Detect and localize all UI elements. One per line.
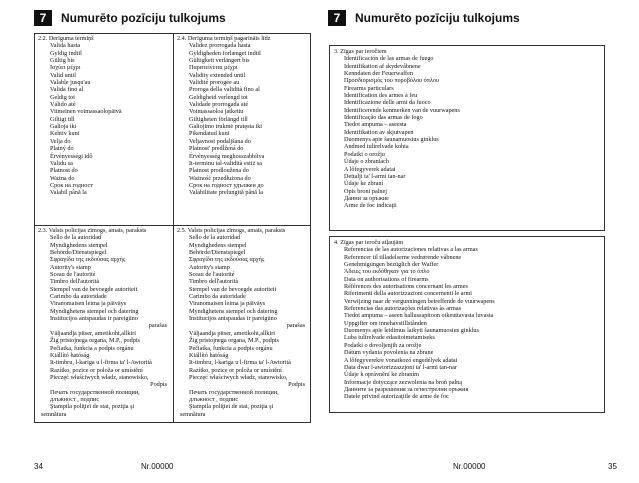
text-line: Timbro dell'autorità — [189, 278, 239, 286]
text-line: Údaje k oprávnění ke zbraním — [344, 371, 419, 379]
text-line: Validez prorrogada hasta — [189, 42, 251, 50]
text-line: Veljavnost podaljšana do — [189, 137, 251, 145]
right-header — [328, 9, 520, 27]
text-line: Sello de la autoridad — [189, 234, 241, 242]
text-line: Σφραγίδα της εκδούσας αρχής — [50, 256, 126, 264]
text-line: Carimbo da autoridade — [50, 293, 107, 301]
text-line: Velja do — [50, 137, 71, 145]
left-page-number: 34 — [34, 462, 43, 471]
text-line: Väljaandja pitser, ametikoht,allkiri — [50, 329, 137, 337]
text-line: Valabil până la — [50, 189, 87, 197]
text-line: Печать государственной полиции, — [189, 388, 279, 396]
text-line: Ważna do — [50, 174, 75, 182]
text-line: Genehmigungen bezüglich der Waffer — [344, 261, 439, 269]
text-line: Érvényességi idő — [50, 152, 93, 160]
text-line: Kiállító hatóság — [50, 351, 90, 359]
cell-2-3 — [35, 226, 173, 423]
text-line: Proroga della validità fino al — [189, 86, 260, 94]
text-line: Pieczęć właściwych władz, stanowisko, — [50, 373, 149, 381]
text-line: Pečiatka, funkcia a podpis orgánu — [189, 344, 273, 352]
text-line: Ważność przedłużona do — [189, 174, 251, 182]
text-line: 2.4. Derīguma termiņš pagarināts līdz — [177, 35, 271, 42]
text-line: Luba tulirelvade edasitoimetamiseks — [344, 334, 435, 342]
text-line: Sello de la autoridad — [50, 234, 102, 242]
text-line: Valida hasta — [50, 42, 81, 50]
text-line: Данни за оръжие — [344, 194, 389, 202]
text-line: Podpis — [150, 381, 167, 389]
text-line: It-timbru, l-kariga u l-firma ta' l-Awtorità — [50, 359, 152, 367]
text-line: Podatki o orožju — [344, 150, 385, 158]
text-line: Andmed tulirelvade kohta — [344, 143, 409, 151]
text-line: Validity extended until — [189, 71, 246, 79]
text-line: 2.3. Valsts policijas zīmogs, amats, paraksts — [38, 227, 147, 234]
text-line: Data dwar l-awtorizzazzjoni ta' l-armi tan-nar — [344, 363, 457, 371]
left-doc-number: Nr.00000 — [141, 462, 174, 471]
text-line: Kiállító hatóság — [189, 351, 229, 359]
text-line: Údaje ke zbraní — [344, 180, 384, 188]
text-line: Firearms particulars — [344, 84, 394, 92]
text-line: Razítko, pozice or položa or umístění — [50, 366, 143, 374]
section-title: Numurēto pozīciju tulkojums — [355, 11, 520, 25]
text-line: parašas — [286, 322, 305, 330]
text-line: Άδειες του εκδόθηκαν για το όπλο — [344, 268, 430, 276]
text-line: Identificación de las armas de fuego — [344, 55, 434, 63]
cell-2-2 — [35, 34, 173, 225]
translation-grid — [34, 33, 311, 423]
text-line: 2.5. Valsts policijas zīmogs, amats, paraksts — [177, 227, 286, 234]
text-line: semnătura — [41, 410, 67, 418]
text-line: semnătura — [180, 410, 206, 418]
text-line: Riferimenti della autorizzazioni concernenti le armi — [344, 290, 472, 298]
cell-2-4 — [174, 34, 311, 225]
text-line: It-terminu tal-validità estiż sa — [189, 159, 263, 167]
text-line: Identification des armes à feu — [344, 92, 418, 100]
text-line: Autority's stamp — [189, 263, 230, 271]
text-line: Identificerende kenmerken van de vuurwapens — [344, 106, 460, 114]
text-line: Valabilitate prelungită până la — [189, 189, 264, 197]
text-line: Duomenys apie leidimus laikyti šaunamuosius ginklus — [344, 327, 479, 335]
text-line: длъжност , подпис — [50, 395, 100, 403]
text-line: Dátum vydania povolenia na zbrane — [344, 349, 434, 357]
text-line: Galiojimo trukmė pratęsta iki — [189, 123, 263, 131]
text-line: Dettalji ta' l-armi tan-nar — [344, 172, 406, 180]
text-line: Παρατείνεται μέχρι — [189, 64, 238, 72]
section-badge: 7 — [34, 10, 52, 26]
text-line: Datele privind autorizaţiile de arme de foc — [344, 393, 449, 401]
text-line: Platný do — [50, 145, 74, 153]
cell-2-5 — [174, 226, 311, 423]
text-line: Myndighedens stempel — [50, 241, 108, 249]
text-line: Referencias das autorizações relativas às armas — [344, 305, 461, 313]
text-line: Pečiatka, funkcia a podpis orgánu — [50, 344, 134, 352]
text-line: Срок на годност удължен до — [189, 181, 264, 189]
text-line: Valida fino al — [50, 86, 84, 94]
text-line: Giltigt till — [50, 115, 75, 123]
text-line: Tiedot ampuma – aseen hallussapitoon oikeuttavasta luvasta — [344, 312, 494, 320]
text-line: Ştampila poliţiei de stat, poziţia şi — [50, 403, 135, 411]
text-line: Tiedot ampuma – aseesta — [344, 121, 407, 129]
text-line: Opis broni palnej — [344, 187, 387, 195]
text-line: Sceau de l'autorité — [50, 271, 96, 279]
text-line: Arme de foc indicaţii — [344, 202, 397, 210]
text-line: Печать государственной полиции, — [50, 388, 140, 396]
text-line: Data on authorisations of firearms — [344, 275, 429, 283]
text-line: Referencias de las autorizaciones relativas a las armas — [344, 246, 478, 254]
text-line: Stempel van de bevoegde autoriteit — [189, 285, 277, 293]
right-page — [320, 0, 639, 483]
text-line: Institucijos antspaudas ir pareigūno — [50, 315, 138, 323]
text-line: Voimassaoloa jatkettu — [189, 108, 244, 116]
text-line: Viranomaisen leima ja päiväys — [189, 300, 266, 308]
text-line: Valid until — [50, 71, 76, 79]
text-line: 3. Zīgas par ieročiem — [334, 48, 387, 55]
text-line: Validade prorrogada até — [189, 101, 249, 109]
text-line: длъжност , подпис — [189, 395, 239, 403]
text-line: Žig pristojnega organa, M.P., podpis — [50, 337, 140, 345]
text-line: Razítko, pozice or položa or umístění — [189, 366, 282, 374]
text-line: Timbro dell'autorità — [50, 278, 100, 286]
text-line: Érvényesség meghosszabbítva — [189, 152, 265, 160]
text-line: Ισχύει μέχρι — [50, 64, 81, 72]
text-line: Данните за разрешения за огнестрелни оръжия — [344, 385, 469, 393]
text-line: Platnost prodloužena do — [189, 167, 249, 175]
left-header — [34, 9, 226, 27]
text-line: Ştampila poliţiei de stat, poziţia şi — [189, 403, 274, 411]
text-line: Geldig tot — [50, 93, 75, 101]
text-line: Údaje o zbraniach — [344, 158, 390, 166]
text-line: Myndighetens stempel och datering — [50, 307, 139, 315]
text-line: Stempel van de bevoegde autoriteit — [50, 285, 138, 293]
text-line: Carimbo da autoridade — [189, 293, 246, 301]
text-line: parašas — [148, 322, 167, 330]
text-line: Uppgifter om innehavstillstånden — [344, 319, 427, 327]
text-line: Identifikation af skydevåbnene — [344, 62, 421, 70]
text-line: Galioja iki — [50, 123, 77, 131]
text-line: Gyldigheden forlænget indtil — [189, 49, 261, 57]
text-line: Myndighetens stempel och datering — [189, 307, 278, 315]
text-line: Σφραγίδα της εκδούσας αρχής — [189, 256, 265, 264]
text-line: Références des autorisations concernant les armes — [344, 283, 468, 291]
text-line: Väljaandja pitser, ametikoht,allkiri — [189, 329, 276, 337]
text-line: Podatki o dovoljenjih za orožje — [344, 341, 422, 349]
text-line: Kenndaten der Feuerwaffen — [344, 70, 413, 78]
text-line: Geldigheid verlengd tot — [189, 93, 248, 101]
text-line: Referencer til tilladelserne vedrørende våbnene — [344, 253, 462, 261]
section-title: Numurēto pozīciju tulkojums — [61, 11, 226, 25]
text-line: A lőfegyverekre vonatkozó engedélyek adatai — [344, 356, 458, 364]
text-line: Myndighedens stempel — [189, 241, 247, 249]
text-line: Sceau de l'autorité — [189, 271, 235, 279]
text-line: 4. Zīgas par ieroču atļaujām — [334, 239, 404, 246]
text-line: Identificação das armas de fogo — [344, 114, 423, 122]
text-line: Autority's stamp — [50, 263, 91, 271]
text-line: Institucijos antspaudas ir pareigūno — [189, 315, 277, 323]
text-line: Pieczęć właściwych władz, stanowisko, — [189, 373, 288, 381]
text-line: 2.2. Derīguma termiņš — [38, 35, 94, 42]
text-line: A lőfegyverek adatai — [344, 165, 396, 173]
box-4-authorisations — [329, 236, 605, 413]
text-line: Behörde/Dienstspiegel — [50, 249, 107, 257]
text-line: Προσδιορισμός του πυροβόλου όπλου — [344, 77, 440, 85]
section-badge: 7 — [328, 10, 346, 26]
text-line: Gültig bis — [50, 57, 75, 65]
text-line: Válido até — [50, 101, 76, 109]
text-line: It-timbru, l-kariga u l-firma ta' l-Awtorità — [189, 359, 291, 367]
text-line: Gyldig indtil — [50, 49, 82, 57]
right-page-number: 35 — [608, 462, 617, 471]
text-line: Giltigheten förlängd till — [189, 115, 248, 123]
text-line: Gültigkeit verlängert bis — [189, 57, 250, 65]
text-line: Behörde/Dienstspiegel — [189, 249, 246, 257]
text-line: Identifikation av skjutvapen — [344, 128, 414, 136]
text-line: Platnost' predĺžená do — [189, 145, 244, 153]
text-line: Podpis — [288, 381, 305, 389]
text-line: Срок на годност — [50, 181, 93, 189]
text-line: Pikendatud kuni — [189, 130, 230, 138]
text-line: Žig pristojnega organa, M.P., podpis — [189, 337, 279, 345]
right-doc-number: Nr.00000 — [453, 462, 486, 471]
text-line: Viranomaisen leima ja päiväys — [50, 300, 127, 308]
box-3-firearms — [329, 45, 605, 231]
text-line: Informacje dotyczące zezwolenia na broń palną — [344, 378, 463, 386]
text-line: Verwijzing naar de vergunningen betreffende de vuurwapens — [344, 297, 495, 305]
text-line: Duomenys apie šaunamuosius ginklus — [344, 136, 439, 144]
text-line: Platnost do — [50, 167, 78, 175]
text-line: Valable jusqu'au — [50, 79, 91, 87]
text-line: Validu sa — [50, 159, 73, 167]
text-line: Validité prorogée au — [189, 79, 240, 87]
text-line: Identificazione delle armi da fuoco — [344, 99, 431, 107]
text-line: Viimeinen voimassaolopäivä — [50, 108, 122, 116]
text-line: Kehtiv kuni — [50, 130, 80, 138]
